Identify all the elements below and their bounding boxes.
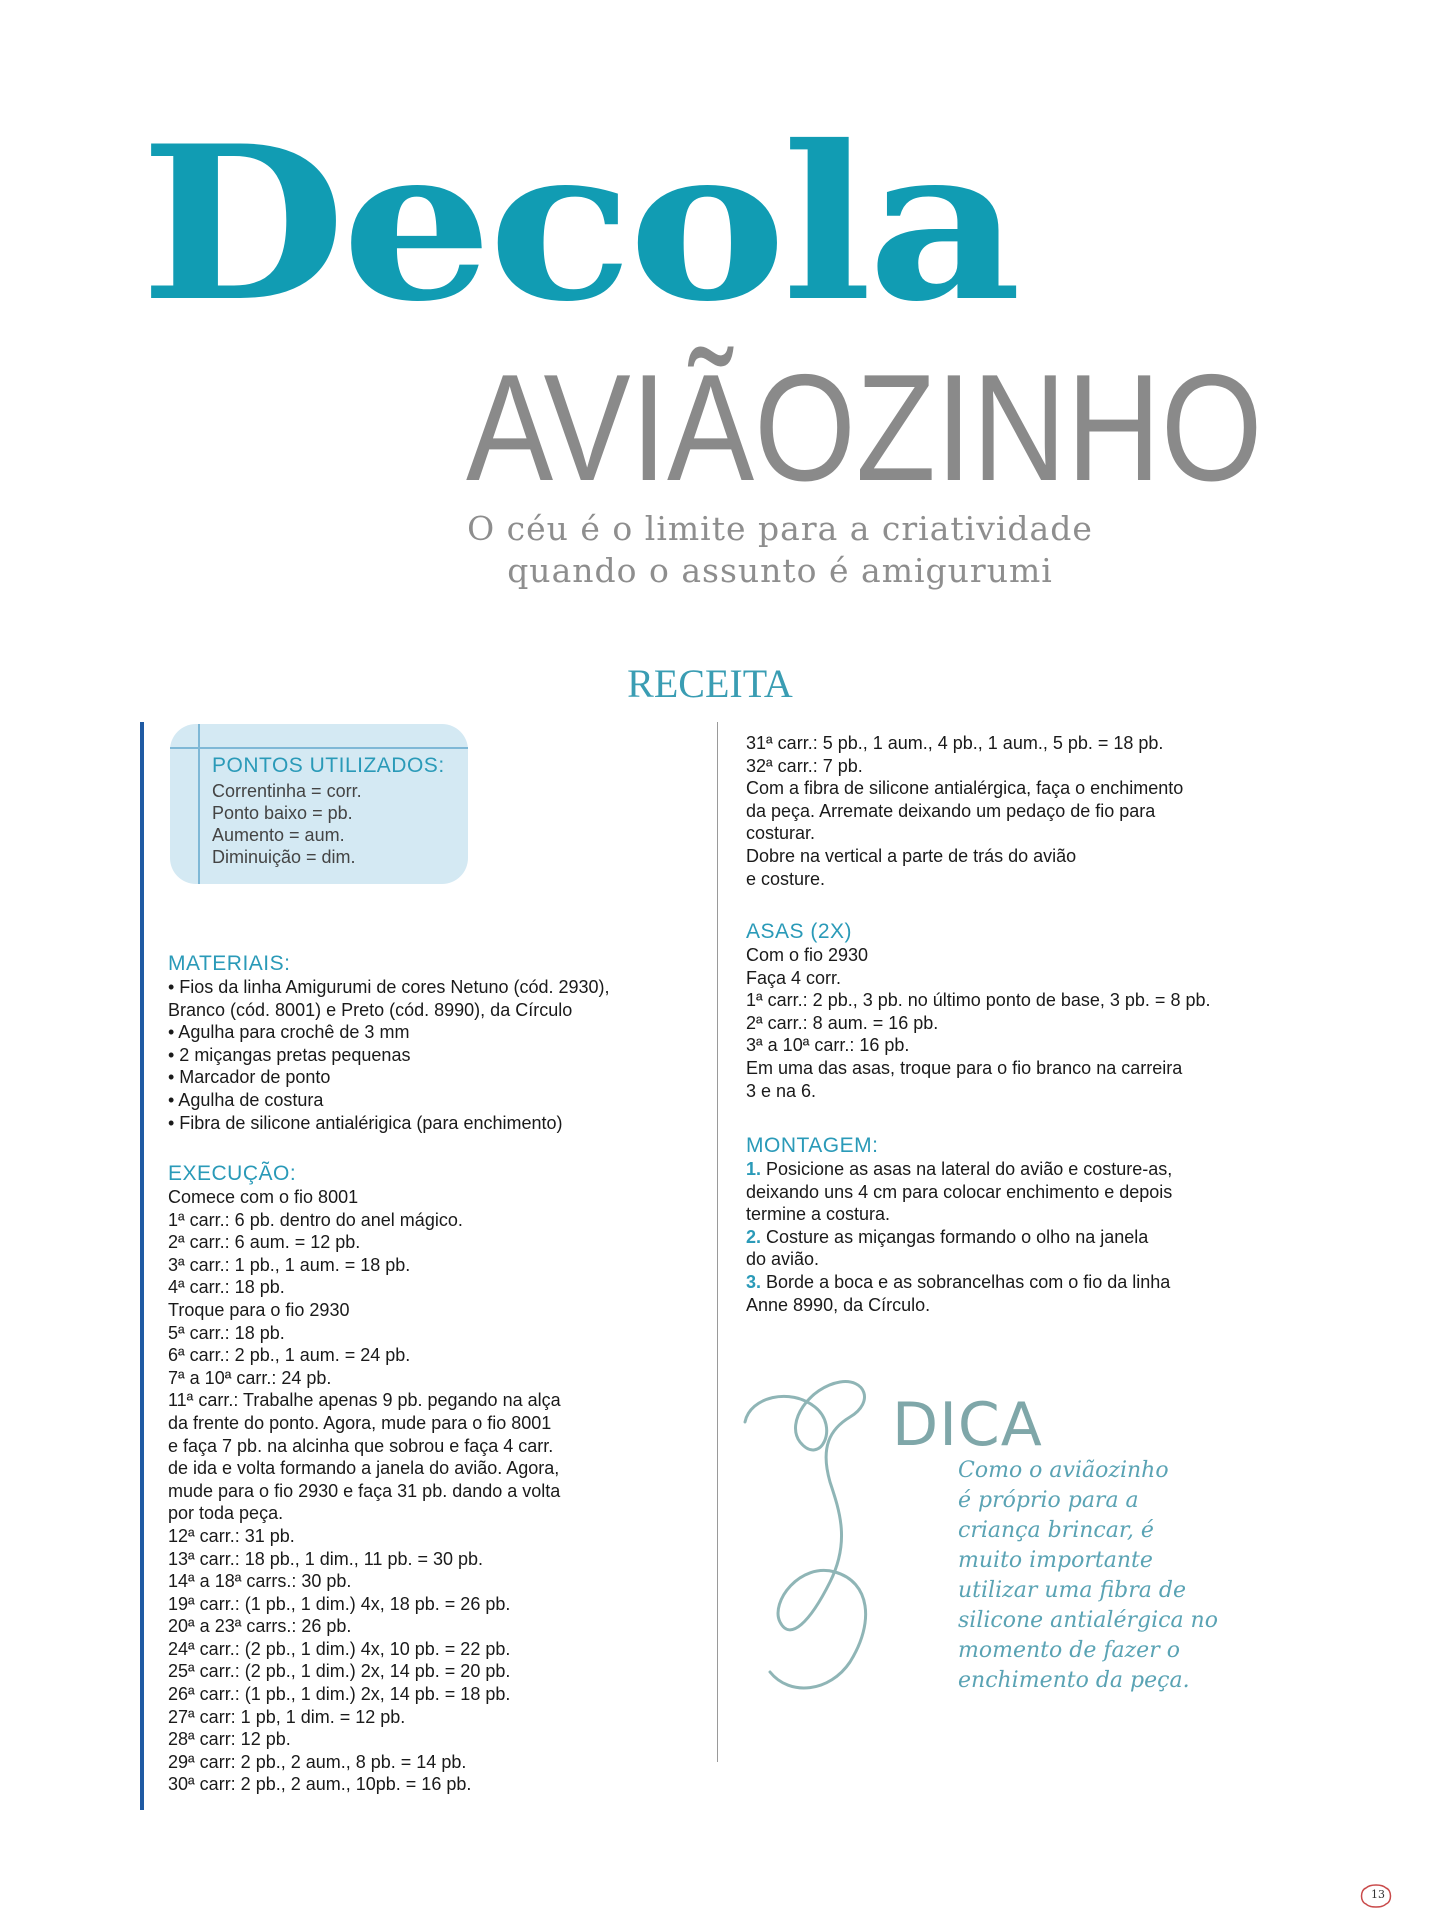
execucao-line: 26ª carr.: (1 pb., 1 dim.) 2x, 14 pb. = 18 pb. <box>168 1684 511 1705</box>
continuacao-line: Com a fibra de silicone antialérgica, faça o enchimento <box>746 778 1184 799</box>
dica-text <box>958 1456 1218 1696</box>
montagem-section <box>746 1134 1266 1316</box>
execucao-title: EXECUÇÃO: <box>168 1162 297 1185</box>
asas-line: Em uma das asas, troque para o fio branco na carreira <box>746 1057 1183 1078</box>
execucao-line: mude para o fio 2930 e faça 31 pb. dando a volta <box>168 1480 561 1501</box>
asas-line: 2ª carr.: 8 aum. = 16 pb. <box>746 1012 939 1033</box>
asas-line: 1ª carr.: 2 pb., 3 pb. no último ponto de base, 3 pb. = 8 pb. <box>746 990 1211 1011</box>
section-title <box>0 660 1440 707</box>
execucao-line: 29ª carr: 2 pb., 2 aum., 8 pb. = 14 pb. <box>168 1751 467 1772</box>
asas-line: Com o fio 2930 <box>746 945 869 965</box>
execucao-line: 2ª carr.: 6 aum. = 12 pb. <box>168 1232 361 1253</box>
continuacao-section <box>746 732 1266 890</box>
execucao-line: 13ª carr.: 18 pb., 1 dim., 11 pb. = 30 pb. <box>168 1548 484 1569</box>
box-crosshair-horizontal <box>170 747 468 749</box>
montagem-item-number: 1. <box>746 1159 762 1179</box>
pontos-line: Diminuição = dim. <box>212 847 356 867</box>
asas-line: 3ª a 10ª carr.: 16 pb. <box>746 1035 910 1056</box>
left-accent-rule <box>140 722 144 1810</box>
montagem-item-line: Posicione as asas na lateral do avião e costure-as, <box>766 1159 1173 1179</box>
dica-line: é próprio para a <box>958 1488 1139 1513</box>
montagem-item-line: Costure as miçangas formando o olho na janela <box>766 1226 1149 1247</box>
materiais-line: Branco (cód. 8001) e Preto (cód. 8990), da Círculo <box>168 999 573 1020</box>
pontos-line: Correntinha = corr. <box>212 781 362 801</box>
continuacao-line: Dobre na vertical a parte de trás do avião <box>746 845 1077 866</box>
execucao-line: 27ª carr: 1 pb, 1 dim. = 12 pb. <box>168 1706 406 1727</box>
continuacao-line: 32ª carr.: 7 pb. <box>746 755 863 776</box>
continuacao-line: da peça. Arremate deixando um pedaço de fio para <box>746 800 1156 821</box>
execucao-line: 14ª a 18ª carrs.: 30 pb. <box>168 1571 352 1592</box>
dica-line: criança brincar, é <box>958 1518 1154 1543</box>
continuacao-line: 31ª carr.: 5 pb., 1 aum., 4 pb., 1 aum., 5 pb. = 18 pb. <box>746 733 1164 753</box>
asas-line: Faça 4 corr. <box>746 967 842 988</box>
dica-line: momento de fazer o <box>958 1638 1180 1663</box>
execucao-line: 7ª a 10ª carr.: 24 pb. <box>168 1367 332 1388</box>
dica-line: enchimento da peça. <box>958 1668 1190 1693</box>
montagem-item-number: 2. <box>746 1226 762 1247</box>
pontos-line: Aumento = aum. <box>212 825 345 845</box>
column-divider <box>717 722 718 1762</box>
execucao-line: 4ª carr.: 18 pb. <box>168 1277 285 1298</box>
dica-title: DICA <box>892 1390 1043 1460</box>
materiais-line: • 2 miçangas pretas pequenas <box>168 1044 411 1065</box>
montagem-title: MONTAGEM: <box>746 1134 879 1157</box>
section-title-text: RECEITA <box>627 661 793 706</box>
execucao-line: 12ª carr.: 31 pb. <box>168 1525 295 1546</box>
montagem-item <box>746 1271 1266 1294</box>
tagline <box>0 508 1440 592</box>
execucao-line: 3ª carr.: 1 pb., 1 aum. = 18 pb. <box>168 1254 411 1275</box>
execucao-line: de ida e volta formando a janela do avião. Agora, <box>168 1458 560 1479</box>
swirl-ornament-icon <box>730 1372 890 1702</box>
materiais-line: • Fios da linha Amigurumi de cores Netuno (cód. 2930), <box>168 977 610 997</box>
asas-title: ASAS (2X) <box>746 920 853 943</box>
dica-line: muito importante <box>958 1548 1153 1573</box>
execucao-line: 19ª carr.: (1 pb., 1 dim.) 4x, 18 pb. = 26 pb. <box>168 1593 511 1614</box>
materiais-line: • Fibra de silicone antialérigica (para enchimento) <box>168 1112 563 1133</box>
montagem-item-line: do avião. <box>746 1249 820 1270</box>
dica-line: Como o aviãozinho <box>958 1458 1169 1483</box>
dica-line: utilizar uma fibra de <box>958 1578 1186 1603</box>
montagem-item-line: Anne 8990, da Círculo. <box>746 1294 931 1315</box>
execucao-line: 11ª carr.: Trabalhe apenas 9 pb. pegando na alça <box>168 1390 561 1411</box>
execucao-line: 30ª carr: 2 pb., 2 aum., 10pb. = 16 pb. <box>168 1774 472 1795</box>
materiais-section <box>168 952 713 1134</box>
execucao-line: Comece com o fio 8001 <box>168 1187 359 1207</box>
materiais-line: • Agulha de costura <box>168 1089 324 1110</box>
execucao-line: 6ª carr.: 2 pb., 1 aum. = 24 pb. <box>168 1345 411 1366</box>
execucao-section <box>168 1162 713 1796</box>
asas-section <box>746 920 1266 1102</box>
materiais-title: MATERIAIS: <box>168 952 291 975</box>
pontos-line: Ponto baixo = pb. <box>212 803 353 823</box>
tagline-line: O céu é o limite para a criatividade <box>467 509 1093 548</box>
execucao-line: 1ª carr.: 6 pb. dentro do anel mágico. <box>168 1209 463 1230</box>
montagem-item-line: termine a costura. <box>746 1204 891 1225</box>
execucao-line: 28ª carr: 12 pb. <box>168 1729 291 1750</box>
montagem-item <box>746 1226 1266 1249</box>
continuacao-line: costurar. <box>746 823 816 844</box>
montagem-item-number: 3. <box>746 1271 762 1292</box>
execucao-line: 5ª carr.: 18 pb. <box>168 1322 285 1343</box>
pontos-title: PONTOS UTILIZADOS: <box>212 754 445 777</box>
tagline-line: quando o assunto é amigurumi <box>507 551 1053 590</box>
materiais-line: • Marcador de ponto <box>168 1067 331 1088</box>
execucao-line: Troque para o fio 2930 <box>168 1299 350 1320</box>
execucao-line: 24ª carr.: (2 pb., 1 dim.) 4x, 10 pb. = 22 pb. <box>168 1638 511 1659</box>
execucao-line: por toda peça. <box>168 1503 284 1524</box>
execucao-line: 20ª a 23ª carrs.: 26 pb. <box>168 1616 352 1637</box>
dica-line: silicone antialérgica no <box>958 1608 1218 1633</box>
page-title: Decola <box>140 99 1018 348</box>
execucao-line: da frente do ponto. Agora, mude para o fio 8001 <box>168 1412 552 1433</box>
execucao-line: e faça 7 pb. na alcinha que sobrou e faça 4 carr. <box>168 1435 554 1456</box>
page-number: 13 <box>1371 1888 1385 1901</box>
montagem-item-line: Borde a boca e as sobrancelhas com o fio da linha <box>766 1271 1171 1292</box>
asas-line: 3 e na 6. <box>746 1080 817 1101</box>
montagem-item-line: deixando uns 4 cm para colocar enchimento e depois <box>746 1181 1173 1202</box>
continuacao-line: e costure. <box>746 868 826 889</box>
execucao-line: 25ª carr.: (2 pb., 1 dim.) 2x, 14 pb. = 20 pb. <box>168 1661 511 1682</box>
materiais-line: • Agulha para crochê de 3 mm <box>168 1022 410 1043</box>
montagem-item <box>746 1158 1266 1181</box>
page-subtitle: AVIÃOZINHO <box>466 343 1263 513</box>
